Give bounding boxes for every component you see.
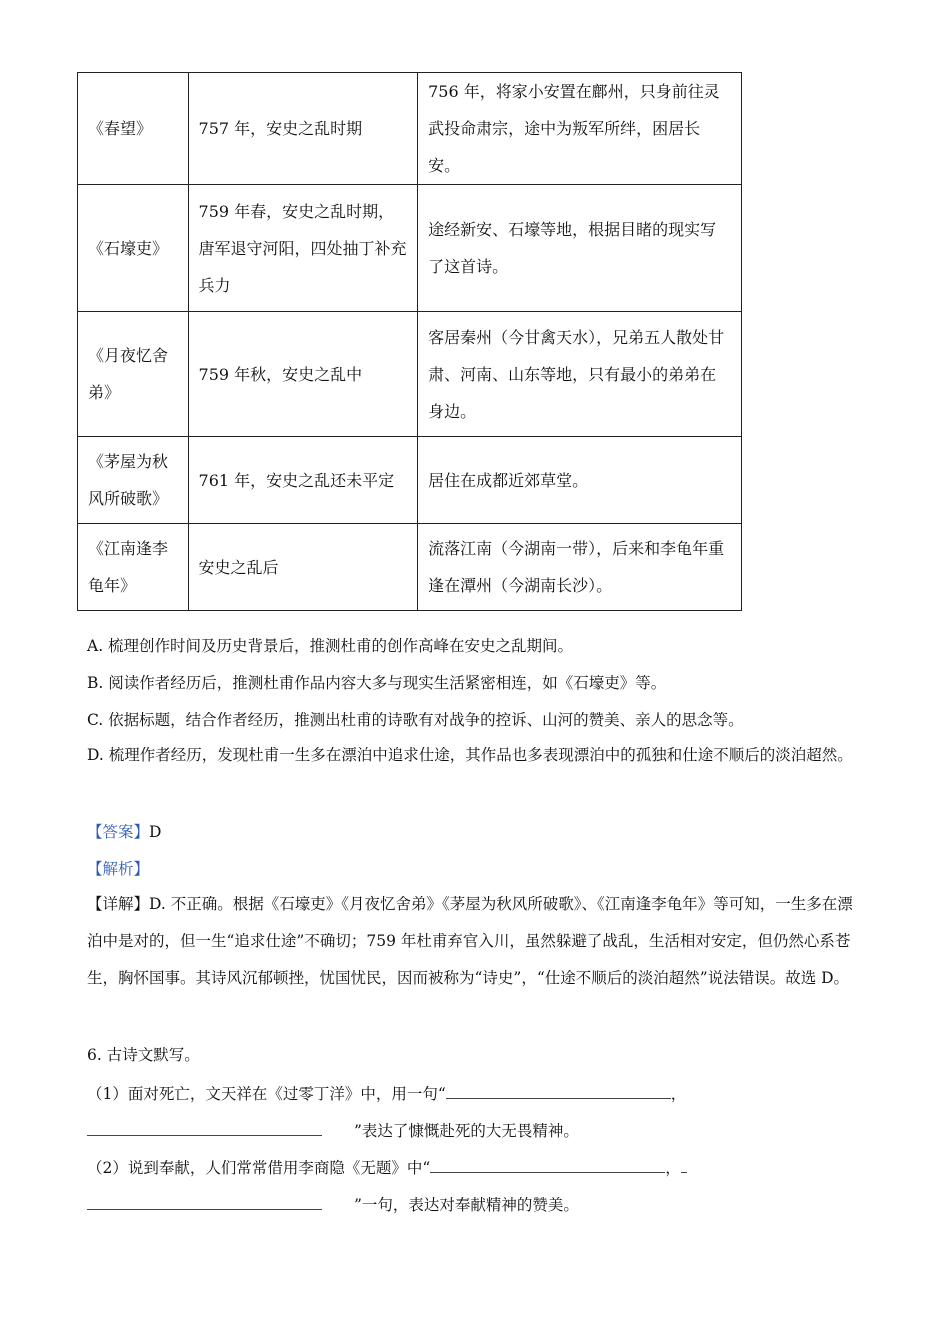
answer-value: D — [149, 823, 162, 841]
table-row — [78, 437, 742, 524]
analysis-label: 【解析】 — [87, 860, 150, 878]
poem-title-cell: 《茅屋为秋风所破歌》 — [78, 437, 189, 524]
answer-blank[interactable] — [87, 1119, 322, 1136]
author-experience-cell: 流落江南（今湖南一带），后来和李龟年重逢在潭州（今湖南长沙）。 — [418, 524, 742, 611]
q6-item-1-prompt: （1）面对死亡，文天祥在《过零丁洋》中，用一句“ — [87, 1085, 446, 1103]
table-row — [78, 73, 742, 185]
creation-time-cell: 安史之乱后 — [188, 524, 418, 611]
detail-text: D. 不正确。根据《石壕吏》《月夜忆舍弟》《茅屋为秋风所破歌》、《江南逢李龟年》等可知，一生多在漂泊中是对的，但一生“追求仕途”不确切；759 年杜甫弃官入川，虽然躲避了战乱，生活相对安定，但仍然心系苍生，胸怀国事。其诗风沉郁顿挫，忧国忧民，因而被称为“诗史”，“仕途不顺后的淡泊超然”说法错误。故选 D。 — [87, 895, 853, 987]
creation-time-cell: 759 年秋，安史之乱中 — [188, 312, 418, 437]
author-experience-cell: 756 年，将家小安置在鄜州，只身前往灵武投命肃宗，途中为叛军所绊，困居长安。 — [418, 73, 742, 185]
q6-item-2-prompt: （2）说到奉献，人们常常借用李商隐《无题》中“ — [87, 1159, 431, 1177]
answer-blank[interactable] — [430, 1156, 665, 1173]
q6-item-1-line1 — [87, 1082, 867, 1104]
table-row — [78, 524, 742, 611]
answer-label: 【答案】 — [87, 823, 150, 841]
q6-item-1-comma: ， — [670, 1085, 687, 1103]
q6-item-1-end: ”表达了慷慨赴死的大无畏精神。 — [354, 1122, 579, 1140]
option-c: C. 依据标题，结合作者经历，推测出杜甫的诗歌有对战争的控诉、山河的赞美、亲人的思念等。 — [87, 711, 744, 729]
du-fu-works-table — [77, 72, 742, 611]
answer-blank[interactable] — [446, 1082, 671, 1099]
option-a: A. 梳理创作时间及历史背景后，推测杜甫的创作高峰在安史之乱期间。 — [87, 637, 574, 655]
detail-paragraph — [87, 886, 867, 997]
option-d: D. 梳理作者经历，发现杜甫一生多在漂泊中追求仕途，其作品也多表现漂泊中的孤独和仕途不顺后的淡泊超然。 — [87, 746, 853, 764]
poem-title-cell: 《石壕吏》 — [78, 185, 189, 312]
question-6-title: 6. 古诗文默写。 — [87, 1046, 200, 1064]
author-experience-cell: 客居秦州（今甘禽天水），兄弟五人散处甘肃、河南、山东等地，只有最小的弟弟在身边。 — [418, 312, 742, 437]
poem-title-cell: 《春望》 — [78, 73, 189, 185]
creation-time-cell: 759 年春，安史之乱时期，唐军退守河阳，四处抽丁补充兵力 — [188, 185, 418, 312]
q6-item-2-comma: ， — [665, 1159, 681, 1177]
q6-item-2-line2 — [87, 1193, 867, 1215]
author-experience-cell: 途经新安、石壕等地，根据目睹的现实写了这首诗。 — [418, 185, 742, 312]
answer-blank[interactable] — [87, 1193, 322, 1210]
author-experience-cell: 居住在成都近郊草堂。 — [418, 437, 742, 524]
q6-item-2-end: ”一句，表达对奉献精神的赞美。 — [354, 1196, 579, 1214]
creation-time-cell: 757 年，安史之乱时期 — [188, 73, 418, 185]
poem-title-cell: 《江南逢李龟年》 — [78, 524, 189, 611]
table-row — [78, 312, 742, 437]
option-b: B. 阅读作者经历后，推测杜甫作品内容大多与现实生活紧密相连，如《石壕吏》等。 — [87, 674, 667, 692]
answer-line — [87, 820, 867, 842]
table-row — [78, 185, 742, 312]
detail-label: 【详解】 — [87, 895, 150, 913]
poem-title-cell: 《月夜忆舍弟》 — [78, 312, 189, 437]
q6-item-2-line1 — [87, 1156, 867, 1178]
creation-time-cell: 761 年，安史之乱还未平定 — [188, 437, 418, 524]
q6-item-1-line2 — [87, 1119, 867, 1141]
